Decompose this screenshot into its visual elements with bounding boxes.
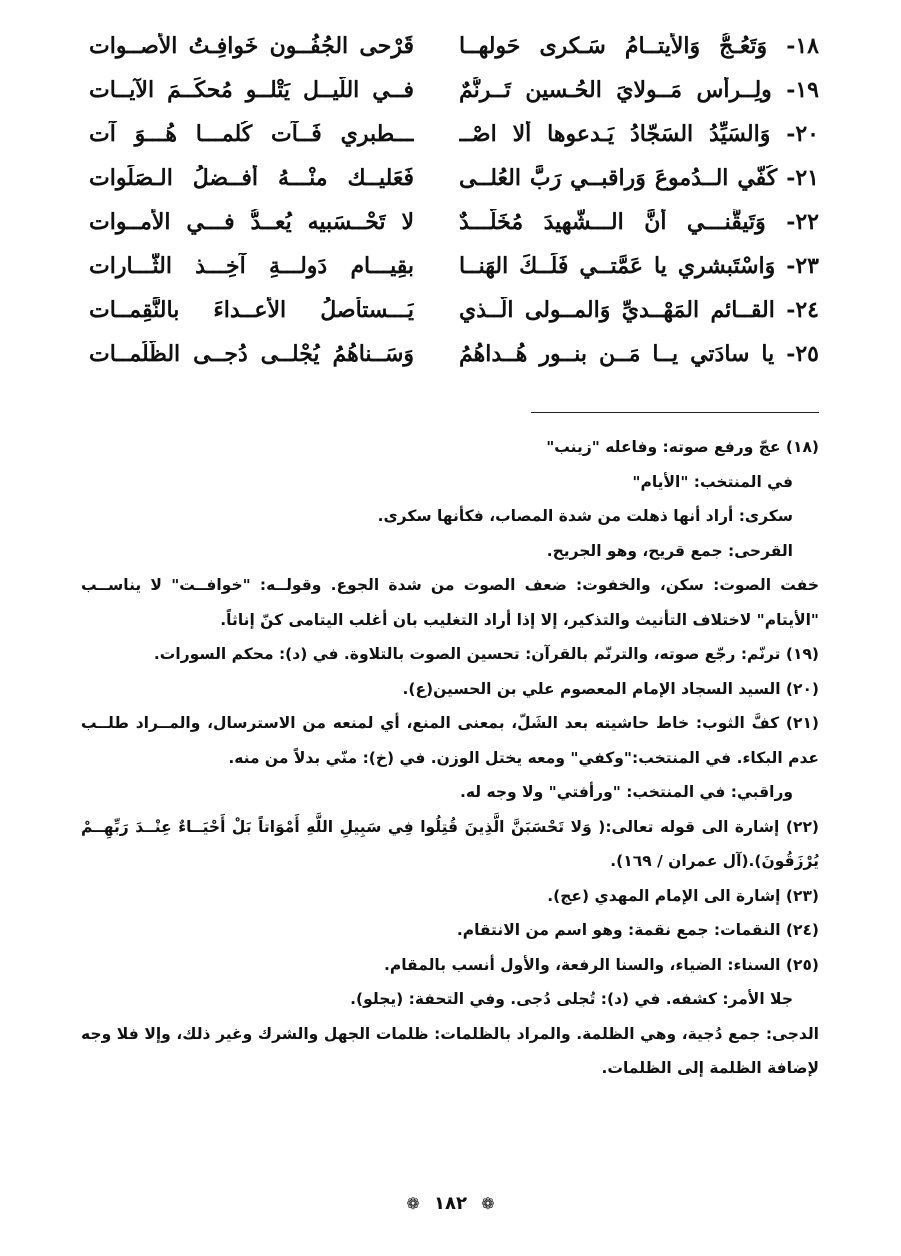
verse-second-hemistich: قَرْحى الجُفُــون خَوافِـتُ الأصــوات: [89, 33, 414, 59]
verse-second-hemistich: فَعَليــك منْـــهُ أفــضلُ الـصَلَوات: [89, 165, 414, 191]
footnote-18-khafata: خفت الصوت: سكن، والخفوت: ضعف الصوت من شدة الجوع. وقولــه: "خوافــت" لا يناســب "الأيتام" لاختلاف التأنيث والتذكير، إلا إذا أراد التغليب بان أغلب اليتامى كنّ إناثاً.: [81, 576, 819, 629]
poem-verse-25: [89, 332, 819, 376]
footnote-21: (٢١) كفَّ الثوب: خاط حاشيته بعد الشَلّ، بمعنى المنع، أي لمنعه من الاسترسال، والمــراد طلــب عدم البكاء. في المنتخب:"وكفي" ومعه يختل الوزن. في (خ): منّي بدلاً من منه.: [81, 714, 819, 767]
footnote-18-qarha: القرحى: جمع قريح، وهو الجريح.: [546, 541, 793, 560]
footnote-24: (٢٤) النقمات: جمع نقمة: وهو اسم من الانتقام.: [456, 921, 819, 939]
poem-section: [89, 24, 819, 376]
poem-verse-23: [89, 244, 819, 288]
footnote-25-jala: جلا الأمر: كشفه. في (د): تُجلى دُجى. وفي التحفة: (يجلو).: [350, 990, 793, 1008]
verse-first-hemistich: ٢٥- يا سادَتي يــا مَــن بنــور هُــداهُمُ: [459, 341, 819, 367]
footnote-25: (٢٥) السناء: الضياء، والسنا الرفعة، والأول أنسب بالمقام.: [383, 955, 819, 974]
verse-second-hemistich: يَـــستأصلُ الأعــداءَ بالنَّقِمــات: [89, 297, 414, 323]
poem-verse-21: [89, 156, 819, 200]
verse-second-hemistich: ـــطبري فَــآت كُلمـــا هُـــوَ آت: [89, 121, 414, 147]
footnote-23: (٢٣) إشارة الى الإمام المهدي (عج).: [547, 886, 819, 905]
verse-first-hemistich: ١٩- ولِــرأسِ مَــولايَ الحُـسينِ تَــرنُّمٌ: [459, 77, 819, 103]
footnote-18: (١٨) عجّ ورفع صوته: وفاعله "زينب": [546, 438, 819, 456]
verse-second-hemistich: لا تَحْــسَبيه يُعــدُّ فـــي الأمــوات: [89, 209, 414, 235]
footnote-22: (٢٢) إشارة الى قوله تعالى:( وَلا تَحْسَبَنَّ الَّذِينَ قُتِلُوا فِي سَبِيلِ اللَّهِ أَمْوَاتاً بَلْ أَحْيَــاءٌ عِنْــدَ رَبِّهِــمْ يُرْزَقُونَ).(آل عمران / ١٦٩).: [81, 817, 819, 870]
poem-verse-18: [89, 24, 819, 68]
footnote-20: (٢٠) السيد السجاد الإمام المعصوم علي بن الحسين(ع).: [402, 679, 819, 698]
page-number: [0, 1193, 901, 1214]
verse-first-hemistich: ١٨- وَتَعُـجُّ وَالأيتــامُ سَـكرى حَولهــا: [459, 33, 819, 59]
ornament-icon: ❁: [406, 1194, 420, 1213]
poem-verse-19: [89, 68, 819, 112]
verse-second-hemistich: فــي اللّيــل يَتْلــو مُحكَــمَ الآيــات: [89, 77, 414, 103]
verse-first-hemistich: ٢١- كُفّي الــدُموعَ وَراقبــي رَبَّ العُلــى: [459, 165, 819, 191]
page-number-value: ١٨٢: [434, 1193, 467, 1214]
verse-first-hemistich: ٢٢- وَتَيقَّنـــي أنَّ الـــشّهيدَ مُخَلَّـــدٌ: [459, 209, 819, 235]
verse-first-hemistich: ٢٠- وَالسَيِّدُ السَجّادُ يَـدعوها ألا اصْــ: [459, 121, 819, 147]
poem-verse-20: [89, 112, 819, 156]
ornament-icon: ❁: [481, 1194, 495, 1213]
footnotes-section: [81, 430, 819, 1086]
poem-verse-22: [89, 200, 819, 244]
verse-first-hemistich: ٢٣- وَاسْتَبشري يا عَمَّتــي فَلَــكَ الهَنــا: [459, 253, 819, 279]
footnote-21-raqibi: وراقبي: في المنتخب: "ورأفتي" ولا وجه له.: [459, 783, 793, 801]
footnote-18-sakra: سكرى: أراد أنها ذهلت من شدة المصاب، فكأنها سكرى.: [377, 507, 793, 525]
verse-second-hemistich: بقِيـــامِ دَولـــةِ آخِـــذ الثّـــارات: [89, 253, 414, 279]
verse-first-hemistich: ٢٤- القــائم المَهْــديِّ وَالمــولى الّــذي: [459, 297, 819, 323]
footnote-25-duja: الدجى: جمع دُجية، وهي الظلمة. والمراد بالظلمات: ظلمات الجهل والشرك وغير ذلك، وإلا فلا وجه لإضافة الظلمة إلى الظلمات.: [81, 1024, 819, 1077]
footnote-18-muntakhab: في المنتخب: "الأيام": [632, 472, 793, 491]
poem-verse-24: [89, 288, 819, 332]
footnote-19: (١٩) ترنّم: رجّع صوته، والترنّم بالقرآن: تحسين الصوت بالتلاوة. في (د): محكم السورات.: [153, 645, 819, 663]
verse-second-hemistich: وَسَــناهُمُ يُجْلــى دُجــى الظُّلُمــات: [89, 341, 414, 367]
footnote-divider: [531, 412, 819, 413]
